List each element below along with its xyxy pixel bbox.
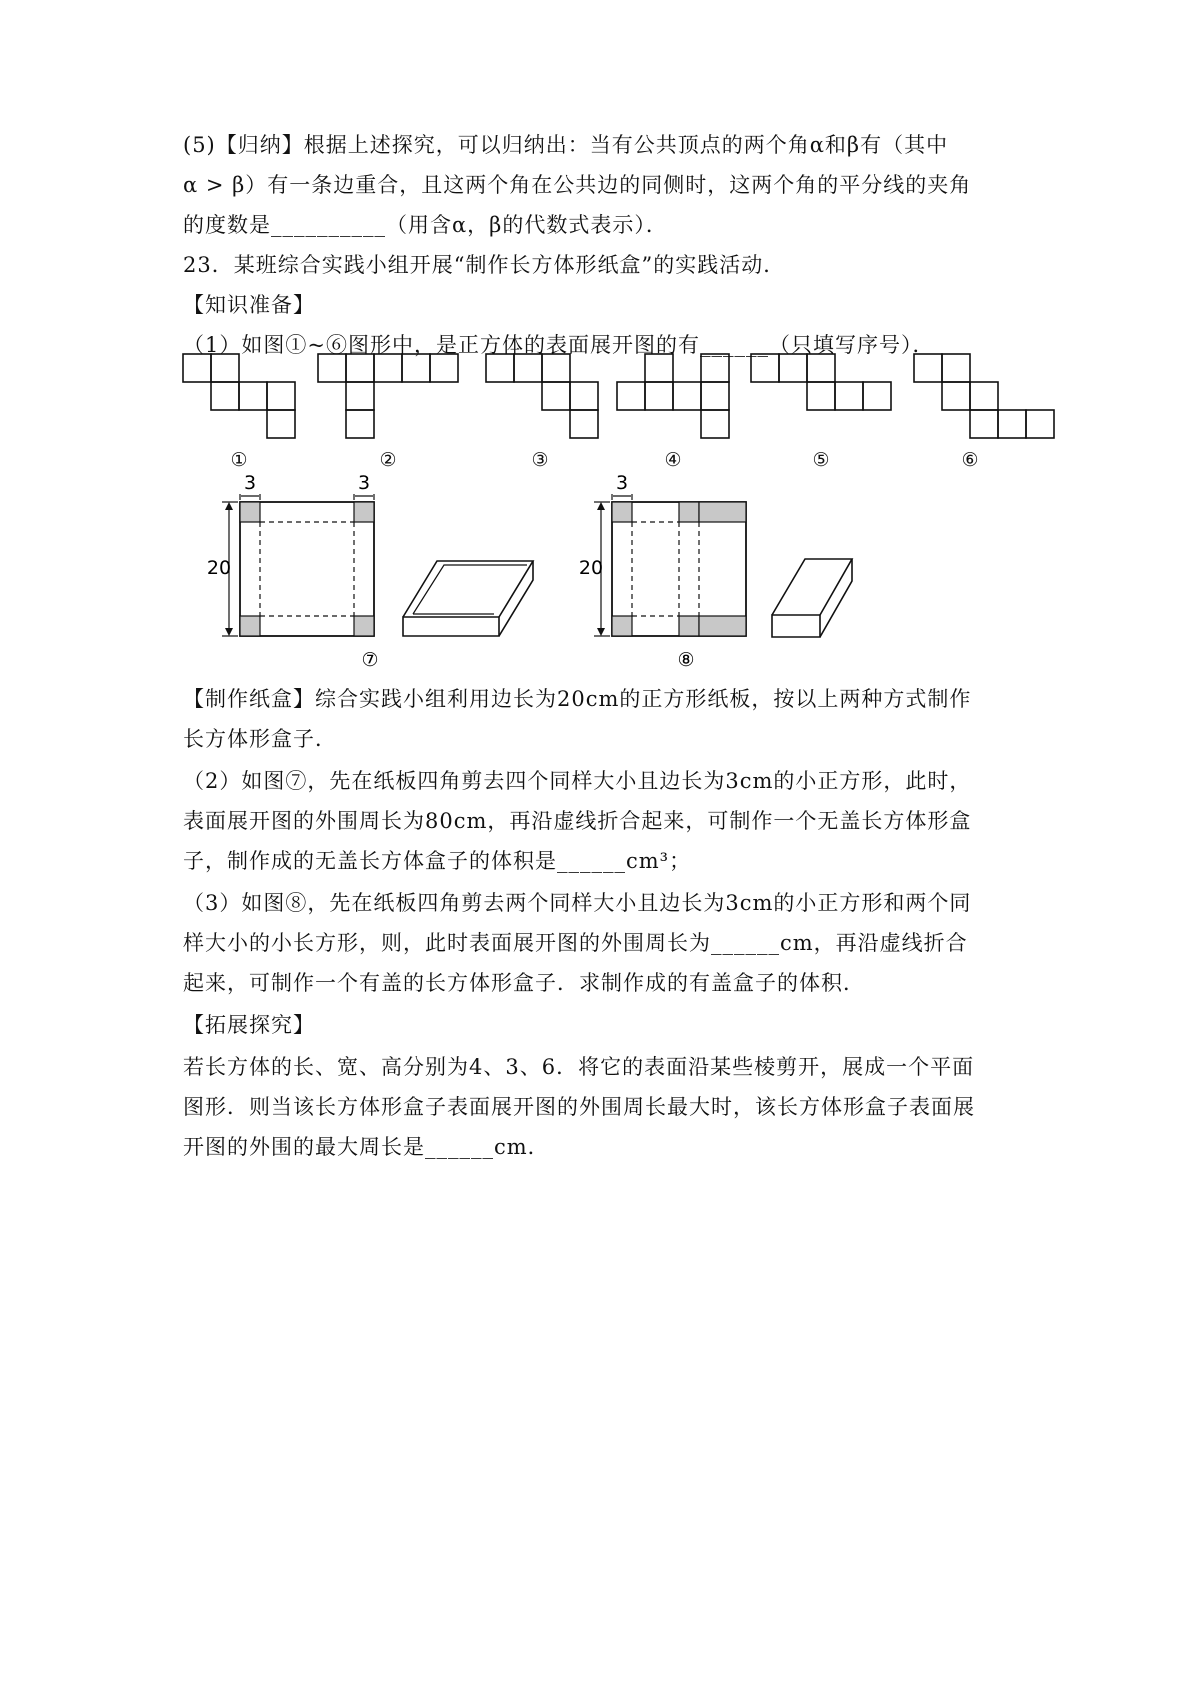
text-line-11: 子，制作成的无盖长方体盒子的体积是______cm³； [183, 849, 692, 873]
question-23-title: 23．某班综合实践小组开展“制作长方体形纸盒”的实践活动． [183, 253, 786, 277]
figure-label-8: ⑧ [677, 649, 695, 671]
figure-label-7: ⑦ [361, 649, 379, 671]
figure-label-3: ③ [531, 449, 549, 471]
figure-7 [207, 472, 533, 671]
section-make-box: 【制作纸盒】综合实践小组利用边长为20cm的正方形纸板，按以上两种方式制作 [183, 687, 972, 711]
text-line-10: 表面展开图的外围周长为80cm，再沿虚线折合起来，可制作一个无盖长方体形盒 [183, 809, 972, 833]
dim-3-left: 3 [243, 472, 257, 494]
dim-3-right: 3 [357, 472, 371, 494]
net-1 [183, 354, 295, 438]
net-2 [318, 354, 458, 438]
figure-8 [579, 472, 852, 671]
net-5 [751, 354, 891, 410]
cube-nets-figure [0, 0, 1200, 680]
figure-label-1: ① [230, 449, 248, 471]
question-3: （3）如图⑧，先在纸板四角剪去两个同样大小且边长为3cm的小正方形和两个同 [183, 891, 972, 915]
text-line-13: 样大小的小长方形，则，此时表面展开图的外围周长为______cm，再沿虚线折合 [183, 931, 968, 955]
section-knowledge-prep: 【知识准备】 [183, 293, 315, 317]
text-line-18: 开图的外围的最大周长是______cm． [183, 1135, 550, 1159]
figure-label-2: ② [379, 449, 397, 471]
text-line-2: α > β）有一条边重合，且这两个角在公共边的同侧时，这两个角的平分线的夹角 [183, 173, 972, 197]
question-2: （2）如图⑦，先在纸板四角剪去四个同样大小且边长为3cm的小正方形，此时， [183, 769, 972, 793]
section-extension: 【拓展探究】 [183, 1013, 315, 1037]
dim-20: 20 [206, 557, 232, 579]
text-line-8: 长方体形盒子． [183, 727, 337, 751]
net-6 [914, 354, 1054, 438]
net-4 [617, 354, 729, 438]
dim-20: 20 [578, 557, 604, 579]
dim-3: 3 [615, 472, 629, 494]
net-3 [486, 354, 598, 438]
question-1: （1）如图①~⑥图形中，是正方体的表面展开图的有______（只填写序号）． [183, 333, 935, 357]
text-line-14: 起来，可制作一个有盖的长方体形盒子．求制作成的有盖盒子的体积． [183, 971, 865, 995]
text-line-1: (5)【归纳】根据上述探究，可以归纳出：当有公共顶点的两个角α和β有（其中 [183, 133, 949, 157]
figure-label-6: ⑥ [961, 449, 979, 471]
text-line-3: 的度数是__________（用含α，β的代数式表示）． [183, 213, 668, 237]
figure-label-5: ⑤ [812, 449, 830, 471]
text-line-17: 图形．则当该长方体形盒子表面展开图的外围周长最大时，该长方体形盒子表面展 [183, 1095, 975, 1119]
text-line-16: 若长方体的长、宽、高分别为4、3、6．将它的表面沿某些棱剪开，展成一个平面 [183, 1055, 975, 1079]
figure-label-4: ④ [664, 449, 682, 471]
